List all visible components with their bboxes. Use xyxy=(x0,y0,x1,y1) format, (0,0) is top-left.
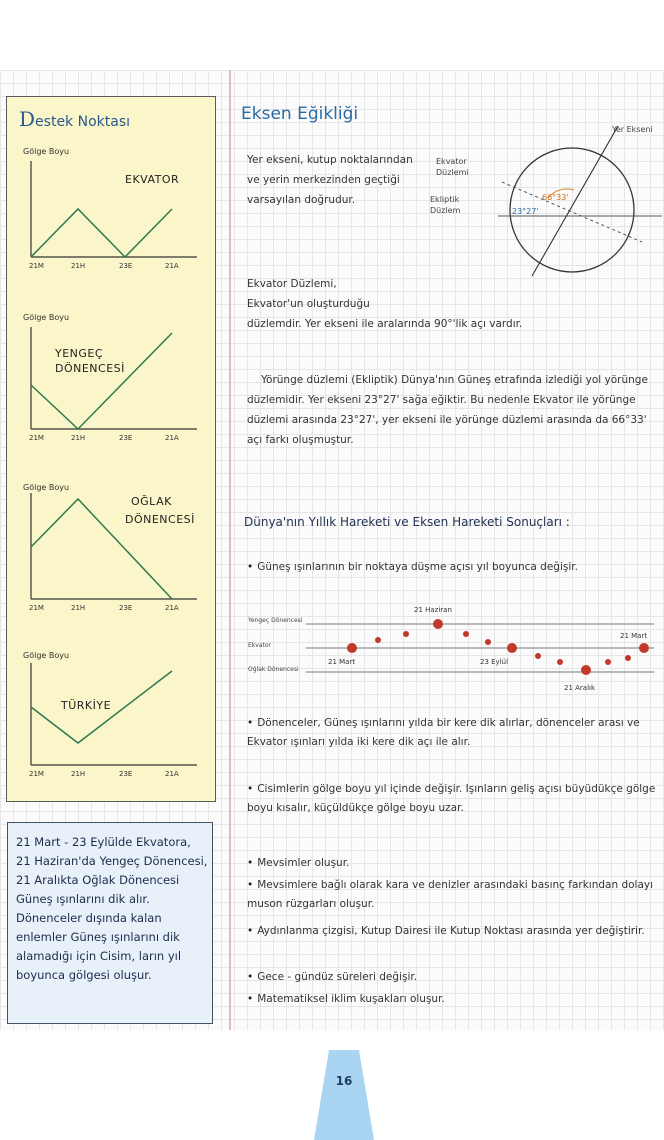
tick-label: 21M xyxy=(29,434,44,442)
tick-label: 23E xyxy=(119,604,133,612)
angle-23-label: 23°27' xyxy=(512,207,539,216)
graph-ekvator xyxy=(7,147,215,277)
graph-name-line2: DÖNENCESİ xyxy=(55,362,125,375)
section-title: Dünya'nın Yıllık Hareketi ve Eksen Hareketi Sonuçları : xyxy=(244,515,570,529)
bullet-item: • Gece - gündüz süreleri değişir. xyxy=(247,971,418,983)
sun-dot xyxy=(463,631,469,637)
graph-name: TÜRKİYE xyxy=(61,699,112,712)
date-label: 21 Aralık xyxy=(564,684,596,692)
equator-plane-text-a: Ekvator Düzlemi, xyxy=(247,278,337,290)
date-label: 21 Haziran xyxy=(414,606,452,614)
graph-ylabel: Gölge Boyu xyxy=(23,483,70,492)
ecliptic-plane-label: Ekliptik Düzlem xyxy=(430,195,461,215)
date-label: 21 Mart xyxy=(328,658,356,666)
tick-label: 21A xyxy=(165,262,179,270)
equator-plane-text-c: düzlemdir. Yer ekseni ile aralarında 90°'lik açı vardır. xyxy=(247,318,523,330)
sun-dot xyxy=(535,653,541,659)
graph-turkiye xyxy=(7,651,215,791)
graph-ylabel: Gölge Boyu xyxy=(23,313,70,322)
page-number: 16 xyxy=(335,1074,353,1088)
sun-dot xyxy=(433,619,443,629)
graph-yengec xyxy=(7,313,215,453)
equator-plane-label: Ekvator Düzlemi xyxy=(436,157,469,177)
orbit-plane-paragraph: Yörünge düzlemi (Ekliptik) Dünya'nın Güneş etrafında izlediği yol yörünge düzlemidir. Yer ekseni 23°27' sağa eğiktir. Bu nedenle Ekvator ile yörünge düzlemi arasında 23°27', yer ekseni ile yörünge düzlemi arasında da 66°33' açı farkı oluşmuştur. xyxy=(247,374,648,446)
axis-definition: Yer ekseni, kutup noktalarından ve yerin merkezinden geçtiği varsayılan doğrudur. xyxy=(247,154,413,206)
sun-dot xyxy=(605,659,611,665)
tick-label: 21H xyxy=(71,434,86,442)
graph-name-line2: DÖNENCESİ xyxy=(125,513,195,526)
note-box xyxy=(7,822,213,1024)
tropic-cancer-line-label: Yengeç Dönencesi xyxy=(248,617,303,624)
tick-label: 23E xyxy=(119,262,133,270)
sun-dot xyxy=(639,643,649,653)
graph-name: OĞLAK xyxy=(131,495,172,508)
tick-label: 23E xyxy=(119,434,133,442)
sun-dot xyxy=(557,659,563,665)
date-label: 23 Eylül xyxy=(480,658,509,666)
tick-label: 21M xyxy=(29,262,44,270)
sun-dot xyxy=(625,655,631,661)
bullet-item: • Dönenceler, Güneş ışınlarını yılda bir kere dik alırlar, dönenceler arası ve Ekvator ışınları yılda iki kere dik açı ile alır. xyxy=(247,717,640,748)
tick-label: 21H xyxy=(71,770,86,778)
bullet-item: • Mevsimler oluşur. xyxy=(247,857,350,869)
tick-label: 21M xyxy=(29,770,44,778)
graph-lines xyxy=(7,147,215,277)
sun-dot xyxy=(485,639,491,645)
graph-ylabel: Gölge Boyu xyxy=(23,147,70,156)
earth-axis-label: Yer Ekseni xyxy=(612,125,653,134)
bullet-item: • Aydınlanma çizgisi, Kutup Dairesi ile Kutup Noktası arasında yer değiştirir. xyxy=(247,925,645,937)
sun-dot xyxy=(403,631,409,637)
tick-label: 21H xyxy=(71,262,86,270)
graph-ylabel: Gölge Boyu xyxy=(23,651,70,660)
bullet-item: • Mevsimlere bağlı olarak kara ve denizler arasındaki basınç farkından dolayı muson rüzgarları oluşur. xyxy=(247,879,654,910)
tropic-capricorn-line-label: Oğlak Dönencesi xyxy=(248,666,299,673)
tick-label: 21A xyxy=(165,770,179,778)
sun-dot xyxy=(507,643,517,653)
support-title-rest: estek Noktası xyxy=(35,114,131,130)
graph-lines xyxy=(7,313,215,453)
support-title xyxy=(19,107,130,131)
graph-oglak xyxy=(7,483,215,623)
sun-dot xyxy=(347,643,357,653)
tick-label: 21H xyxy=(71,604,86,612)
bullet-item: • Güneş ışınlarının bir noktaya düşme açısı yıl boyunca değişir. xyxy=(247,561,578,573)
tick-label: 21A xyxy=(165,604,179,612)
equator-plane-text-b: Ekvator'un oluşturduğu xyxy=(247,298,370,310)
sun-dot xyxy=(375,637,381,643)
sun-dot xyxy=(581,665,591,675)
sun-angle-chart xyxy=(244,600,660,696)
bullet-item: • Cisimlerin gölge boyu yıl içinde değişir. Işınların geliş açısı büyüdükçe gölge boyu kısalır, küçüldükçe gölge boyu uzar. xyxy=(247,783,656,814)
date-label: 21 Mart xyxy=(620,632,648,640)
tick-label: 21A xyxy=(165,434,179,442)
equator-line-label: Ekvator xyxy=(248,642,271,649)
earth-tilt-diagram xyxy=(478,120,664,280)
support-title-initial: D xyxy=(19,107,36,131)
tick-label: 23E xyxy=(119,770,133,778)
support-box xyxy=(6,96,216,802)
page-title: Eksen Eğikliği xyxy=(241,104,359,124)
margin-line xyxy=(229,70,231,1030)
angle-66-label: 66°33' xyxy=(542,193,569,202)
graph-lines xyxy=(7,483,215,623)
page-number-tab xyxy=(314,1050,374,1140)
tick-label: 21M xyxy=(29,604,44,612)
graph-name: EKVATOR xyxy=(125,173,180,186)
note-text: 21 Mart - 23 Eylülde Ekvatora, 21 Haziran'da Yengeç Dönencesi, 21 Aralıkta Oğlak Dönencesi Güneş ışınlarını dik alır. Dönenceler dışında kalan enlemler Güneş ışınlarını dik alamadığı için Cisim, ların yıl boyunca gölgesi oluşur. xyxy=(16,835,208,982)
graph-name: YENGEÇ xyxy=(55,347,104,360)
bullet-item: • Matematiksel iklim kuşakları oluşur. xyxy=(247,993,445,1005)
